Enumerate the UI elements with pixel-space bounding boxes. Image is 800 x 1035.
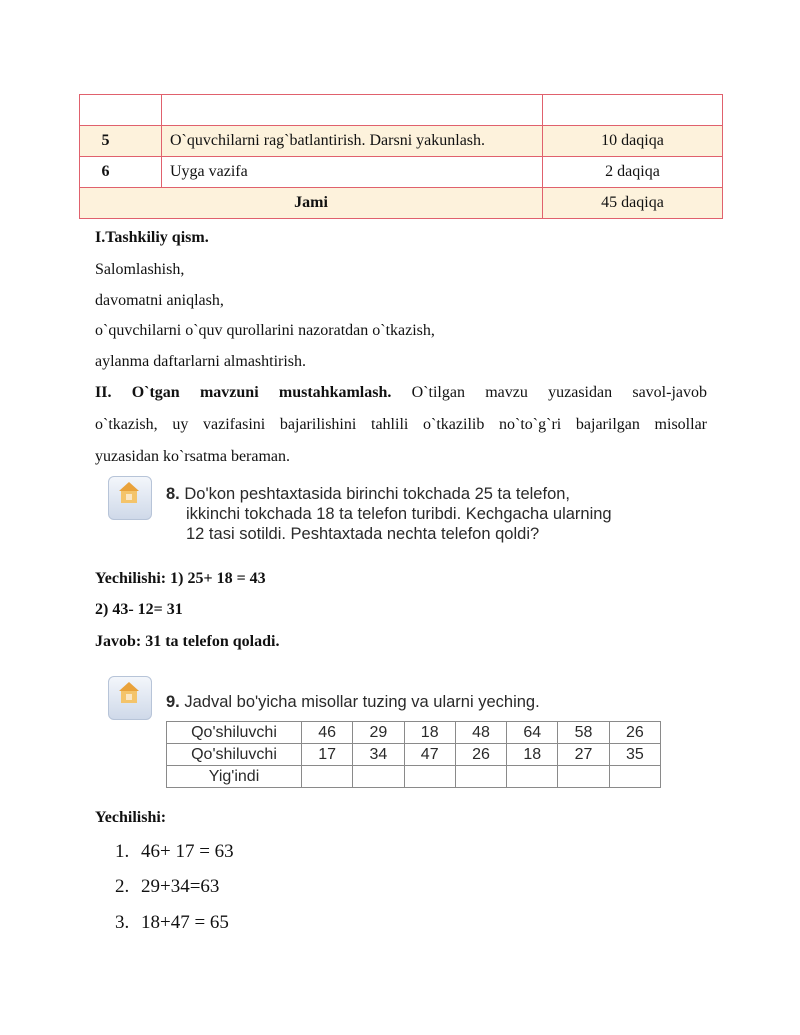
table-cell [558,766,609,788]
problem8-line: 12 tasi sotildi. Peshtaxtada nechta telefon qoldi? [186,525,540,543]
table-cell: 46 [302,722,353,744]
item-number: 2. [115,876,130,897]
section2-line2: o`tkazish, uy vazifasini bajarilishini tahlili o`tkazilib no`to`g`ri bajarilgan misollar [95,416,707,433]
schedule-row [80,95,723,126]
item-number: 3. [115,912,130,933]
table-cell: 26 [455,744,506,766]
table-cell [455,766,506,788]
addition-table [166,721,661,788]
table-cell: 27 [558,744,609,766]
lesson-schedule-table [79,94,723,219]
table-cell: 29 [353,722,404,744]
section1-line: aylanma daftarlarni almashtirish. [95,353,307,370]
problem8-text [166,484,612,544]
section2-line3: yuzasidan ko`rsatma beraman. [95,448,291,465]
section1-line: o`quvchilarni o`quv qurollarini nazoratdan o`tkazish, [95,322,435,339]
schedule-time: 10 daqiqa [543,126,723,157]
table-cell: 35 [609,744,660,766]
item-text: 29+34=63 [141,876,220,897]
row-label: Qo'shiluvchi [167,744,302,766]
table-cell [404,766,455,788]
table-row [167,744,661,766]
solution8-line1: Yechilishi: 1) 25+ 18 = 43 [95,570,266,587]
row-label: Yig'indi [167,766,302,788]
problem8-line: ikkinchi tokchada 18 ta telefon turibdi. Kechgacha ularning [186,505,612,523]
section2-heading: II. O`tgan mavzuni mustahkamlash. [95,384,392,401]
schedule-activity: O`quvchilarni rag`batlantirish. Darsni yakunlash. [162,126,543,157]
table-cell: 64 [507,722,558,744]
schedule-time [543,95,723,126]
solution9-item [115,876,219,898]
table-row [167,766,661,788]
item-text: 46+ 17 = 63 [141,841,234,862]
schedule-total-row [80,188,723,219]
problem9-instruction: Jadval bo'yicha misollar tuzing va ularni yeching. [184,693,540,711]
table-cell: 17 [302,744,353,766]
section1-line: Salomlashish, [95,261,185,278]
section2-line1 [95,383,707,403]
solution8-line2: 2) 43- 12= 31 [95,601,183,618]
schedule-activity: Uyga vazifa [162,157,543,188]
schedule-total-label: Jami [80,188,543,219]
schedule-num: 5 [80,126,162,157]
schedule-total-time: 45 daqiqa [543,188,723,219]
table-row [167,722,661,744]
house-icon [108,676,152,720]
table-cell: 34 [353,744,404,766]
table-cell [302,766,353,788]
schedule-num [80,95,162,126]
table-cell: 26 [609,722,660,744]
section2-line1-text: O`tilgan mavzu yuzasidan savol-javob [411,384,708,401]
section1-heading: I.Tashkiliy qism. [95,229,209,246]
problem9-number: 9. [166,693,180,711]
problem8-line: Do'kon peshtaxtasida birinchi tokchada 25 ta telefon, [184,485,571,503]
table-cell: 18 [507,744,558,766]
problem9-text [166,692,540,712]
solution9-item [115,912,229,934]
table-cell: 58 [558,722,609,744]
schedule-activity [162,95,543,126]
solution9-item [115,841,234,863]
schedule-time: 2 daqiqa [543,157,723,188]
table-cell [507,766,558,788]
table-cell: 48 [455,722,506,744]
item-text: 18+47 = 65 [141,912,229,933]
table-cell [353,766,404,788]
problem8-number: 8. [166,485,180,503]
schedule-row [80,157,723,188]
house-icon [108,476,152,520]
row-label: Qo'shiluvchi [167,722,302,744]
table-cell: 18 [404,722,455,744]
item-number: 1. [115,841,130,862]
schedule-row [80,126,723,157]
schedule-num: 6 [80,157,162,188]
solution9-heading: Yechilishi: [95,809,167,826]
solution8-answer: Javob: 31 ta telefon qoladi. [95,633,280,650]
section1-line: davomatni aniqlash, [95,292,224,309]
table-cell [609,766,660,788]
table-cell: 47 [404,744,455,766]
